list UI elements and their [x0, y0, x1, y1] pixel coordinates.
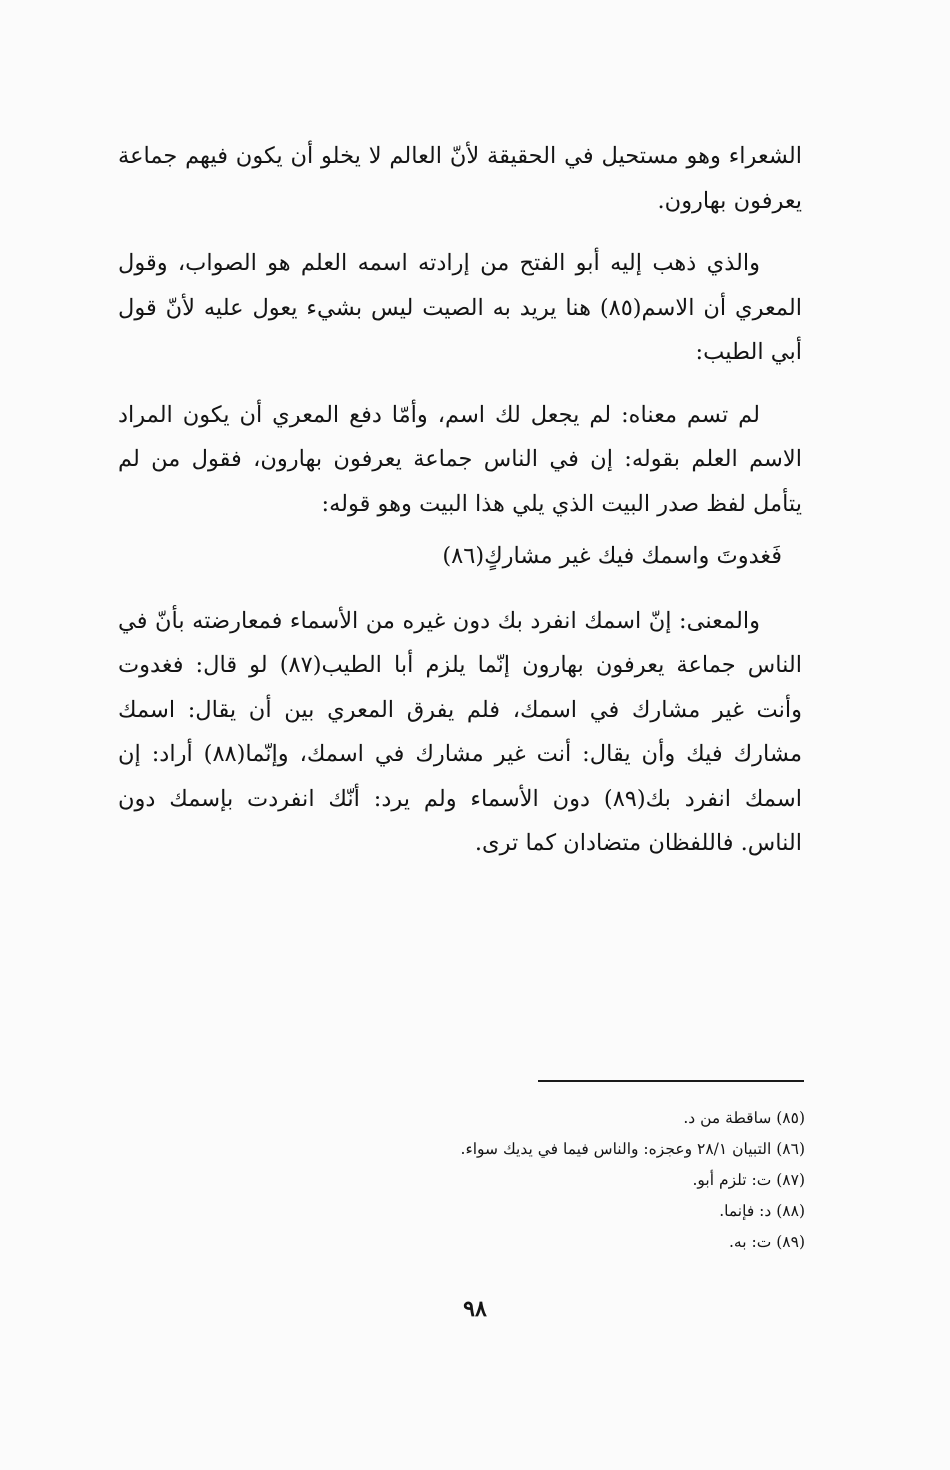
paragraph-continuation: الشعراء وهو مستحيل في الحقيقة لأنّ العالم لا يخلو أن يكون فيهم جماعة يعرفون بهارون. — [118, 143, 802, 214]
footnote-88: (٨٨) د: فإنما. — [719, 1202, 805, 1220]
main-text — [118, 134, 802, 884]
footnote-separator — [538, 1080, 804, 1082]
footnote-85: (٨٥) ساقطة من د. — [683, 1109, 805, 1127]
footnotes — [300, 1103, 805, 1258]
paragraph-meaning: والمعنى: إنّ اسمك انفرد بك دون غيره من الأسماء فمعارضته بأنّ في الناس جماعة يعرفون بهارون إنّما يلزم أبا الطيب(٨٧) لو قال: فغدوت وأنت غير مشارك في اسمك، فلم يفرق المعري بين أن يقال: اسمك مشارك فيك وأن يقال: أنت غير مشارك في اسمك، وإنّما(٨٨) أراد: إن اسمك انفرد بك(٨٩) دون الأسماء ولم يرد: أنّك انفردت بإسمك دون الناس. فاللفظان متضادان كما ترى. — [118, 607, 802, 856]
footnote-87: (٨٧) ت: تلزم أبو. — [692, 1171, 805, 1189]
verse-line: فَغدوتَ واسمك فيك غير مشاركٍ(٨٦) — [442, 543, 782, 569]
paragraph-lam-tusam: لم تسم معناه: لم يجعل لك اسم، وأمّا دفع المعري أن يكون المراد الاسم العلم بقوله: إن في الناس جماعة يعرفون بهارون، فقول من لم يتأمل لفظ صدر البيت الذي يلي هذا البيت وهو قوله: — [118, 401, 802, 517]
paragraph-abu-al-fath: والذي ذهب إليه أبو الفتح من إرادته اسمه العلم هو الصواب، وقول المعري أن الاسم(٨٥) هنا يريد به الصيت ليس بشيء يعول عليه لأنّ قول أبي الطيب: — [118, 250, 803, 365]
footnote-86: (٨٦) التبيان ٢٨/١ وعجزه: والناس فيما في يديك سواء. — [460, 1140, 805, 1158]
footnote-89: (٨٩) ت: به. — [729, 1233, 805, 1251]
page-number: ٩٨ — [463, 1296, 487, 1322]
